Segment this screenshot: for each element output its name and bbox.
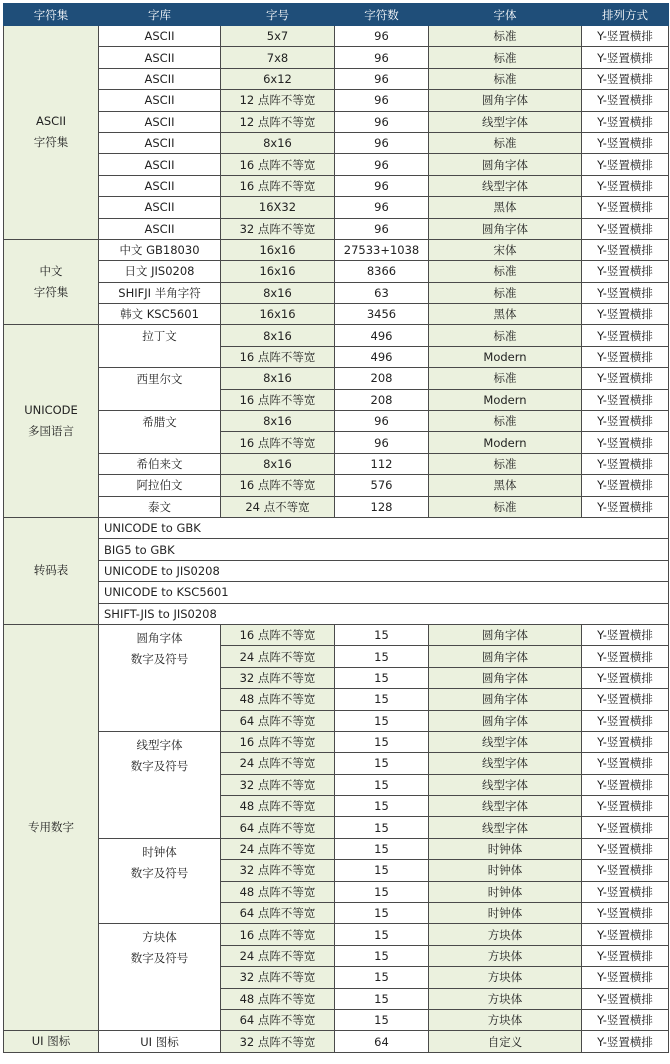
header-row: [4, 4, 669, 26]
char-count-cell: 15: [335, 903, 429, 924]
size-cell: 24 点阵不等宽: [221, 838, 335, 859]
size-cell: 64 点阵不等宽: [221, 903, 335, 924]
size-cell: 8x16: [221, 411, 335, 432]
table-row: [4, 838, 669, 859]
library-cell: 阿拉伯文: [99, 475, 221, 496]
charset-cell: [4, 239, 99, 325]
char-count-cell: 15: [335, 924, 429, 945]
text-line: 字符集: [33, 135, 69, 150]
char-count-cell: 15: [335, 945, 429, 966]
subgroup-cell: [99, 731, 221, 838]
library-cell: 拉丁文: [99, 325, 221, 368]
arrangement-cell: Y-竖置横排: [582, 304, 669, 325]
char-count-cell: 15: [335, 881, 429, 902]
char-count-cell: 15: [335, 646, 429, 667]
arrangement-cell: Y-竖置横排: [582, 368, 669, 389]
font-cell: 线型字体: [429, 796, 582, 817]
font-library-table: [3, 3, 669, 1053]
arrangement-cell: Y-竖置横排: [582, 175, 669, 196]
conversion-table-cell: BIG5 to GBK: [99, 539, 669, 560]
arrangement-cell: Y-竖置横排: [582, 838, 669, 859]
charset-cell: [4, 325, 99, 518]
library-cell: 西里尔文: [99, 368, 221, 411]
char-count-cell: 96: [335, 68, 429, 89]
table-row: [4, 90, 669, 111]
font-cell: 标准: [429, 132, 582, 153]
conversion-table-cell: UNICODE to JIS0208: [99, 560, 669, 581]
conversion-table-cell: UNICODE to GBK: [99, 517, 669, 538]
font-cell: 时钟体: [429, 903, 582, 924]
size-cell: 48 点阵不等宽: [221, 988, 335, 1009]
library-cell: ASCII: [99, 111, 221, 132]
library-cell: 日文 JIS0208: [99, 261, 221, 282]
text-line: 字符集: [33, 285, 69, 300]
char-count-cell: 96: [335, 90, 429, 111]
font-cell: 线型字体: [429, 731, 582, 752]
size-cell: 24 点阵不等宽: [221, 646, 335, 667]
header-font: 字体: [429, 4, 582, 26]
table-row: [4, 218, 669, 239]
char-count-cell: 15: [335, 710, 429, 731]
table-row: [4, 154, 669, 175]
font-cell: 方块体: [429, 1009, 582, 1030]
size-cell: 48 点阵不等宽: [221, 881, 335, 902]
text-line: 圆角字体: [136, 630, 183, 645]
arrangement-cell: Y-竖置横排: [582, 475, 669, 496]
font-cell: 圆角字体: [429, 667, 582, 688]
char-count-cell: 96: [335, 47, 429, 68]
char-count-cell: 208: [335, 389, 429, 410]
font-cell: 圆角字体: [429, 710, 582, 731]
arrangement-cell: Y-竖置横排: [582, 988, 669, 1009]
arrangement-cell: Y-竖置横排: [582, 47, 669, 68]
font-cell: 标准: [429, 26, 582, 47]
header-charset: 字符集: [4, 4, 99, 26]
arrangement-cell: Y-竖置横排: [582, 817, 669, 838]
table-row: [4, 496, 669, 517]
library-cell: ASCII: [99, 26, 221, 47]
arrangement-cell: Y-竖置横排: [582, 624, 669, 645]
char-count-cell: 496: [335, 346, 429, 367]
arrangement-cell: Y-竖置横排: [582, 924, 669, 945]
table-row: [4, 411, 669, 432]
text-line: 多国语言: [28, 424, 74, 439]
arrangement-cell: Y-竖置横排: [582, 132, 669, 153]
size-cell: 32 点阵不等宽: [221, 218, 335, 239]
charset-cell: [4, 26, 99, 240]
size-cell: 16 点阵不等宽: [221, 346, 335, 367]
charset-cell: [4, 1031, 99, 1053]
size-cell: 64 点阵不等宽: [221, 1009, 335, 1030]
font-cell: 方块体: [429, 988, 582, 1009]
table-row: [4, 1031, 669, 1053]
arrangement-cell: Y-竖置横排: [582, 453, 669, 474]
char-count-cell: 96: [335, 411, 429, 432]
arrangement-cell: Y-竖置横排: [582, 667, 669, 688]
char-count-cell: 15: [335, 817, 429, 838]
library-cell: ASCII: [99, 90, 221, 111]
font-cell: 标准: [429, 282, 582, 303]
table-row: [4, 368, 669, 389]
size-cell: 64 点阵不等宽: [221, 817, 335, 838]
arrangement-cell: Y-竖置横排: [582, 1009, 669, 1030]
font-cell: 方块体: [429, 967, 582, 988]
table-row: [4, 261, 669, 282]
library-cell: 韩文 KSC5601: [99, 304, 221, 325]
font-cell: Modern: [429, 346, 582, 367]
header-char-count: 字符数: [335, 4, 429, 26]
font-cell: 时钟体: [429, 838, 582, 859]
arrangement-cell: Y-竖置横排: [582, 710, 669, 731]
char-count-cell: 208: [335, 368, 429, 389]
size-cell: 16x16: [221, 304, 335, 325]
char-count-cell: 15: [335, 967, 429, 988]
font-cell: 圆角字体: [429, 624, 582, 645]
table-row: [4, 582, 669, 603]
arrangement-cell: Y-竖置横排: [582, 796, 669, 817]
library-cell: ASCII: [99, 154, 221, 175]
size-cell: 32 点阵不等宽: [221, 774, 335, 795]
arrangement-cell: Y-竖置横排: [582, 197, 669, 218]
header-size: 字号: [221, 4, 335, 26]
size-cell: 8x16: [221, 132, 335, 153]
library-cell: UI 图标: [99, 1031, 221, 1053]
conversion-table-cell: SHIFT-JIS to JIS0208: [99, 603, 669, 624]
arrangement-cell: Y-竖置横排: [582, 881, 669, 902]
library-cell: ASCII: [99, 68, 221, 89]
size-cell: 8x16: [221, 282, 335, 303]
font-cell: 标准: [429, 453, 582, 474]
size-cell: 16 点阵不等宽: [221, 624, 335, 645]
char-count-cell: 15: [335, 838, 429, 859]
text-line: ASCII: [36, 114, 66, 129]
table-row: [4, 175, 669, 196]
arrangement-cell: Y-竖置横排: [582, 753, 669, 774]
font-cell: 方块体: [429, 924, 582, 945]
font-cell: 标准: [429, 68, 582, 89]
table-row: [4, 517, 669, 538]
size-cell: 6x12: [221, 68, 335, 89]
font-cell: 黑体: [429, 197, 582, 218]
table-row: [4, 26, 669, 47]
arrangement-cell: Y-竖置横排: [582, 860, 669, 881]
conversion-table-cell: UNICODE to KSC5601: [99, 582, 669, 603]
size-cell: 24 点阵不等宽: [221, 945, 335, 966]
font-cell: 标准: [429, 325, 582, 346]
char-count-cell: 96: [335, 175, 429, 196]
font-cell: 时钟体: [429, 860, 582, 881]
table-row: [4, 624, 669, 645]
charset-cell: [4, 517, 99, 624]
text-line: UNICODE: [24, 403, 78, 418]
arrangement-cell: Y-竖置横排: [582, 411, 669, 432]
char-count-cell: 15: [335, 667, 429, 688]
char-count-cell: 3456: [335, 304, 429, 325]
table-row: [4, 731, 669, 752]
font-cell: Modern: [429, 432, 582, 453]
table-row: [4, 239, 669, 260]
arrangement-cell: Y-竖置横排: [582, 261, 669, 282]
library-cell: ASCII: [99, 175, 221, 196]
char-count-cell: 15: [335, 753, 429, 774]
size-cell: 7x8: [221, 47, 335, 68]
size-cell: 12 点阵不等宽: [221, 111, 335, 132]
char-count-cell: 96: [335, 154, 429, 175]
char-count-cell: 15: [335, 796, 429, 817]
charset-cell: [4, 624, 99, 1030]
library-cell: 泰文: [99, 496, 221, 517]
font-cell: 方块体: [429, 945, 582, 966]
table-row: [4, 924, 669, 945]
font-cell: 标准: [429, 496, 582, 517]
size-cell: 24 点阵不等宽: [221, 753, 335, 774]
char-count-cell: 96: [335, 26, 429, 47]
font-cell: 线型字体: [429, 175, 582, 196]
subgroup-cell: [99, 838, 221, 924]
char-count-cell: 96: [335, 111, 429, 132]
size-cell: 5x7: [221, 26, 335, 47]
char-count-cell: 96: [335, 132, 429, 153]
table-row: [4, 282, 669, 303]
table-row: [4, 539, 669, 560]
char-count-cell: 112: [335, 453, 429, 474]
table-row: [4, 111, 669, 132]
arrangement-cell: Y-竖置横排: [582, 774, 669, 795]
text-line: 中文: [39, 264, 63, 279]
char-count-cell: 15: [335, 624, 429, 645]
arrangement-cell: Y-竖置横排: [582, 967, 669, 988]
font-cell: 线型字体: [429, 774, 582, 795]
arrangement-cell: Y-竖置横排: [582, 689, 669, 710]
table-row: [4, 68, 669, 89]
font-cell: 圆角字体: [429, 154, 582, 175]
table-row: [4, 304, 669, 325]
font-cell: 标准: [429, 368, 582, 389]
font-cell: Modern: [429, 389, 582, 410]
arrangement-cell: Y-竖置横排: [582, 646, 669, 667]
text-line: 转码表: [33, 563, 69, 578]
char-count-cell: 128: [335, 496, 429, 517]
arrangement-cell: Y-竖置横排: [582, 389, 669, 410]
text-line: 数字及符号: [130, 758, 189, 773]
text-line: 线型字体: [136, 737, 183, 752]
size-cell: 16x16: [221, 239, 335, 260]
size-cell: 16 点阵不等宽: [221, 389, 335, 410]
size-cell: 8x16: [221, 368, 335, 389]
library-cell: 希伯来文: [99, 453, 221, 474]
font-cell: 标准: [429, 261, 582, 282]
font-cell: 圆角字体: [429, 646, 582, 667]
char-count-cell: 15: [335, 988, 429, 1009]
arrangement-cell: Y-竖置横排: [582, 218, 669, 239]
size-cell: 12 点阵不等宽: [221, 90, 335, 111]
library-cell: 中文 GB18030: [99, 239, 221, 260]
size-cell: 16 点阵不等宽: [221, 432, 335, 453]
font-cell: 圆角字体: [429, 90, 582, 111]
text-line: UI 图标: [31, 1034, 71, 1049]
arrangement-cell: Y-竖置横排: [582, 346, 669, 367]
text-line: 时钟体: [142, 844, 177, 859]
char-count-cell: 63: [335, 282, 429, 303]
size-cell: 16x16: [221, 261, 335, 282]
font-cell: 线型字体: [429, 111, 582, 132]
library-cell: ASCII: [99, 47, 221, 68]
font-cell: 圆角字体: [429, 218, 582, 239]
table-row: [4, 603, 669, 624]
size-cell: 16 点阵不等宽: [221, 175, 335, 196]
char-count-cell: 15: [335, 774, 429, 795]
header-arrangement: 排列方式: [582, 4, 669, 26]
arrangement-cell: Y-竖置横排: [582, 496, 669, 517]
header-library: 字库: [99, 4, 221, 26]
size-cell: 48 点阵不等宽: [221, 689, 335, 710]
size-cell: 32 点阵不等宽: [221, 667, 335, 688]
size-cell: 64 点阵不等宽: [221, 710, 335, 731]
arrangement-cell: Y-竖置横排: [582, 325, 669, 346]
arrangement-cell: Y-竖置横排: [582, 903, 669, 924]
library-cell: ASCII: [99, 132, 221, 153]
size-cell: 16 点阵不等宽: [221, 475, 335, 496]
char-count-cell: 15: [335, 689, 429, 710]
size-cell: 48 点阵不等宽: [221, 796, 335, 817]
subgroup-cell: [99, 624, 221, 731]
arrangement-cell: Y-竖置横排: [582, 26, 669, 47]
font-cell: 圆角字体: [429, 689, 582, 710]
table-row: [4, 325, 669, 346]
font-cell: 标准: [429, 47, 582, 68]
font-cell: 线型字体: [429, 817, 582, 838]
char-count-cell: 496: [335, 325, 429, 346]
char-count-cell: 576: [335, 475, 429, 496]
char-count-cell: 96: [335, 218, 429, 239]
library-cell: SHIFJI 半角字符: [99, 282, 221, 303]
arrangement-cell: Y-竖置横排: [582, 154, 669, 175]
text-line: 数字及符号: [130, 865, 189, 880]
char-count-cell: 64: [335, 1031, 429, 1053]
size-cell: 32 点阵不等宽: [221, 860, 335, 881]
char-count-cell: 15: [335, 860, 429, 881]
char-count-cell: 15: [335, 731, 429, 752]
font-cell: 标准: [429, 411, 582, 432]
arrangement-cell: Y-竖置横排: [582, 239, 669, 260]
arrangement-cell: Y-竖置横排: [582, 90, 669, 111]
library-cell: ASCII: [99, 218, 221, 239]
text-line: 数字及符号: [130, 951, 189, 966]
text-line: 专用数字: [28, 820, 74, 835]
font-cell: 时钟体: [429, 881, 582, 902]
text-line: 方块体: [142, 930, 177, 945]
table-row: [4, 197, 669, 218]
size-cell: 16 点阵不等宽: [221, 924, 335, 945]
size-cell: 16 点阵不等宽: [221, 154, 335, 175]
font-cell: 黑体: [429, 475, 582, 496]
char-count-cell: 27533+1038: [335, 239, 429, 260]
table-row: [4, 47, 669, 68]
font-cell: 自定义: [429, 1031, 582, 1053]
arrangement-cell: Y-竖置横排: [582, 68, 669, 89]
size-cell: 24 点不等宽: [221, 496, 335, 517]
arrangement-cell: Y-竖置横排: [582, 282, 669, 303]
text-line: 数字及符号: [130, 651, 189, 666]
font-cell: 线型字体: [429, 753, 582, 774]
char-count-cell: 8366: [335, 261, 429, 282]
arrangement-cell: Y-竖置横排: [582, 432, 669, 453]
table-row: [4, 475, 669, 496]
char-count-cell: 96: [335, 432, 429, 453]
table-row: [4, 560, 669, 581]
size-cell: 8x16: [221, 325, 335, 346]
char-count-cell: 15: [335, 1009, 429, 1030]
size-cell: 16 点阵不等宽: [221, 731, 335, 752]
size-cell: 32 点阵不等宽: [221, 967, 335, 988]
library-cell: ASCII: [99, 197, 221, 218]
arrangement-cell: Y-竖置横排: [582, 945, 669, 966]
arrangement-cell: Y-竖置横排: [582, 1031, 669, 1053]
arrangement-cell: Y-竖置横排: [582, 111, 669, 132]
size-cell: 8x16: [221, 453, 335, 474]
table-row: [4, 453, 669, 474]
size-cell: 16X32: [221, 197, 335, 218]
subgroup-cell: [99, 924, 221, 1031]
arrangement-cell: Y-竖置横排: [582, 731, 669, 752]
table-row: [4, 132, 669, 153]
char-count-cell: 96: [335, 197, 429, 218]
library-cell: 希腊文: [99, 411, 221, 454]
font-cell: 黑体: [429, 304, 582, 325]
font-cell: 宋体: [429, 239, 582, 260]
size-cell: 32 点阵不等宽: [221, 1031, 335, 1053]
